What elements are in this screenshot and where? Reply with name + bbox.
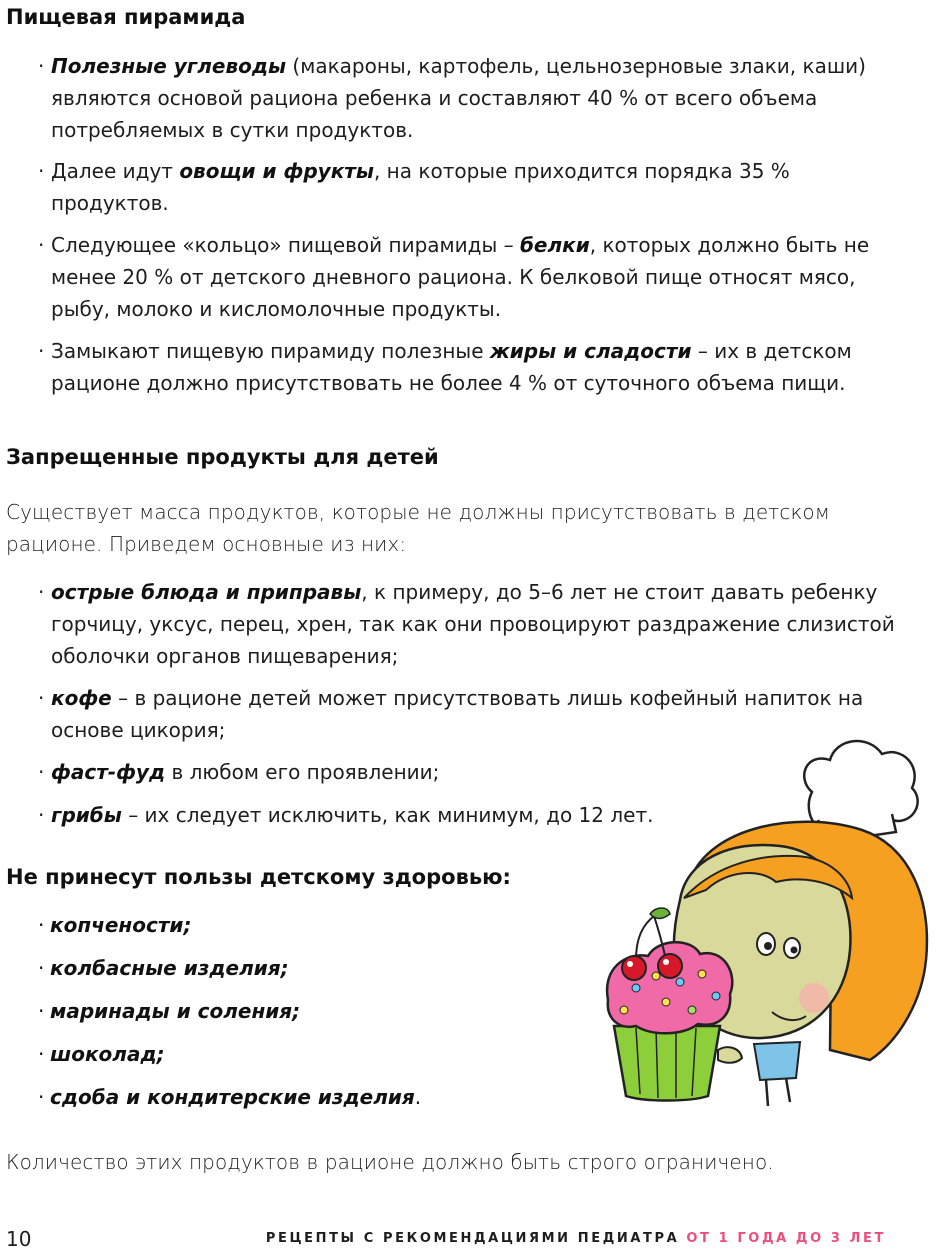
emphasis: грибы bbox=[51, 803, 122, 827]
emphasis: кофе bbox=[51, 686, 112, 710]
bullet-glyph: · bbox=[38, 159, 45, 183]
list-item-mushrooms bbox=[38, 799, 691, 831]
emphasis: Полезные углеводы bbox=[51, 54, 287, 78]
bullet-glyph: · bbox=[38, 686, 45, 710]
list-item: · колбасные изделия; bbox=[38, 947, 421, 990]
emphasis: жиры и сладости bbox=[489, 339, 692, 363]
list-item-spicy bbox=[38, 576, 897, 672]
list-item: · копчености; bbox=[38, 904, 421, 947]
bullet-glyph: · bbox=[38, 803, 45, 827]
bullet-glyph: · bbox=[38, 339, 45, 363]
running-title bbox=[266, 1228, 886, 1250]
page-footer bbox=[0, 1224, 936, 1254]
chef-girl-cupcake-illustration bbox=[600, 730, 936, 1110]
list-item-fats bbox=[38, 335, 897, 399]
emphasis: овощи и фрукты bbox=[179, 159, 374, 183]
page-number: 10 bbox=[6, 1227, 32, 1251]
list-item: · маринады и соления; bbox=[38, 990, 421, 1033]
item-text: , к примеру, до 5–6 лет не стоит давать ребенку горчицу, уксус, перец, хрен, так как они провоцируют раздражение слизистой оболочки органов пищеварения; bbox=[51, 580, 895, 668]
heading-forbidden-products: Запрещенные продукты для детей bbox=[6, 445, 439, 469]
running-title-accent: ОТ 1 ГОДА ДО 3 ЛЕТ bbox=[686, 1231, 886, 1246]
item-pre: Следующее «кольцо» пищевой пирамиды – bbox=[51, 233, 520, 257]
item-text: – их следует исключить, как минимум, до 12 лет. bbox=[121, 803, 654, 827]
emphasis: белки bbox=[519, 233, 590, 257]
unhealthy-list bbox=[38, 904, 421, 1119]
item-text: в любом его проявлении; bbox=[165, 760, 440, 784]
bullet-glyph: · bbox=[38, 1042, 45, 1066]
list-item-proteins bbox=[38, 229, 897, 325]
item-text: , которых должно быть не менее 20 % от детского дневного рациона. К белковой пище относят мясо, рыбу, молоко и кисломолочные продукты. bbox=[51, 233, 870, 321]
item-text: – их в детском рационе должно присутствовать не более 4 % от суточного объема пищи. bbox=[51, 339, 852, 395]
list-item-carbs bbox=[38, 50, 897, 146]
running-title-main: РЕЦЕПТЫ С РЕКОМЕНДАЦИЯМИ ПЕДИАТРА bbox=[265, 1231, 687, 1246]
bullet-glyph: · bbox=[38, 913, 45, 937]
list-item-fastfood bbox=[38, 756, 611, 788]
hand-shape bbox=[718, 1047, 742, 1063]
bullet-glyph: · bbox=[38, 1085, 45, 1109]
item-pre: Замыкают пищевую пирамиду полезные bbox=[51, 339, 490, 363]
bullet-glyph: · bbox=[38, 999, 45, 1023]
outro-paragraph: Количество этих продуктов в рационе должно быть строго ограничено. bbox=[6, 1150, 774, 1174]
heading-food-pyramid: Пищевая пирамида bbox=[6, 5, 246, 29]
bullet-glyph: · bbox=[38, 956, 45, 980]
heading-not-healthy: Не принесут пользы детскому здоровью: bbox=[6, 865, 511, 889]
dress-shape bbox=[754, 1042, 800, 1106]
bullet-glyph: · bbox=[38, 580, 45, 604]
bullet-glyph: · bbox=[38, 54, 45, 78]
list-item: · сдоба и кондитерские изделия. bbox=[38, 1076, 421, 1119]
item-text: , на которые приходится порядка 35 % продуктов. bbox=[51, 159, 790, 215]
list-item-vegetables bbox=[38, 155, 897, 219]
bullet-glyph: · bbox=[38, 233, 45, 257]
item-pre: Далее идут bbox=[51, 159, 180, 183]
emphasis: острые блюда и приправы bbox=[51, 580, 362, 604]
intro-paragraph: Существует масса продуктов, которые не должны присутствовать в детском рационе. Приведем основные из них: bbox=[6, 500, 830, 556]
list-item: · шоколад; bbox=[38, 1033, 421, 1076]
emphasis: фаст-фуд bbox=[51, 760, 166, 784]
item-text: – в рационе детей может присутствовать лишь кофейный напиток на основе цикория; bbox=[51, 686, 864, 742]
item-text: (макароны, картофель, цельнозерновые злаки, каши) являются основой рациона ребенка и составляют 40 % от всего объема потребляемых в сутки продуктов. bbox=[51, 54, 866, 142]
bullet-glyph: · bbox=[38, 760, 45, 784]
